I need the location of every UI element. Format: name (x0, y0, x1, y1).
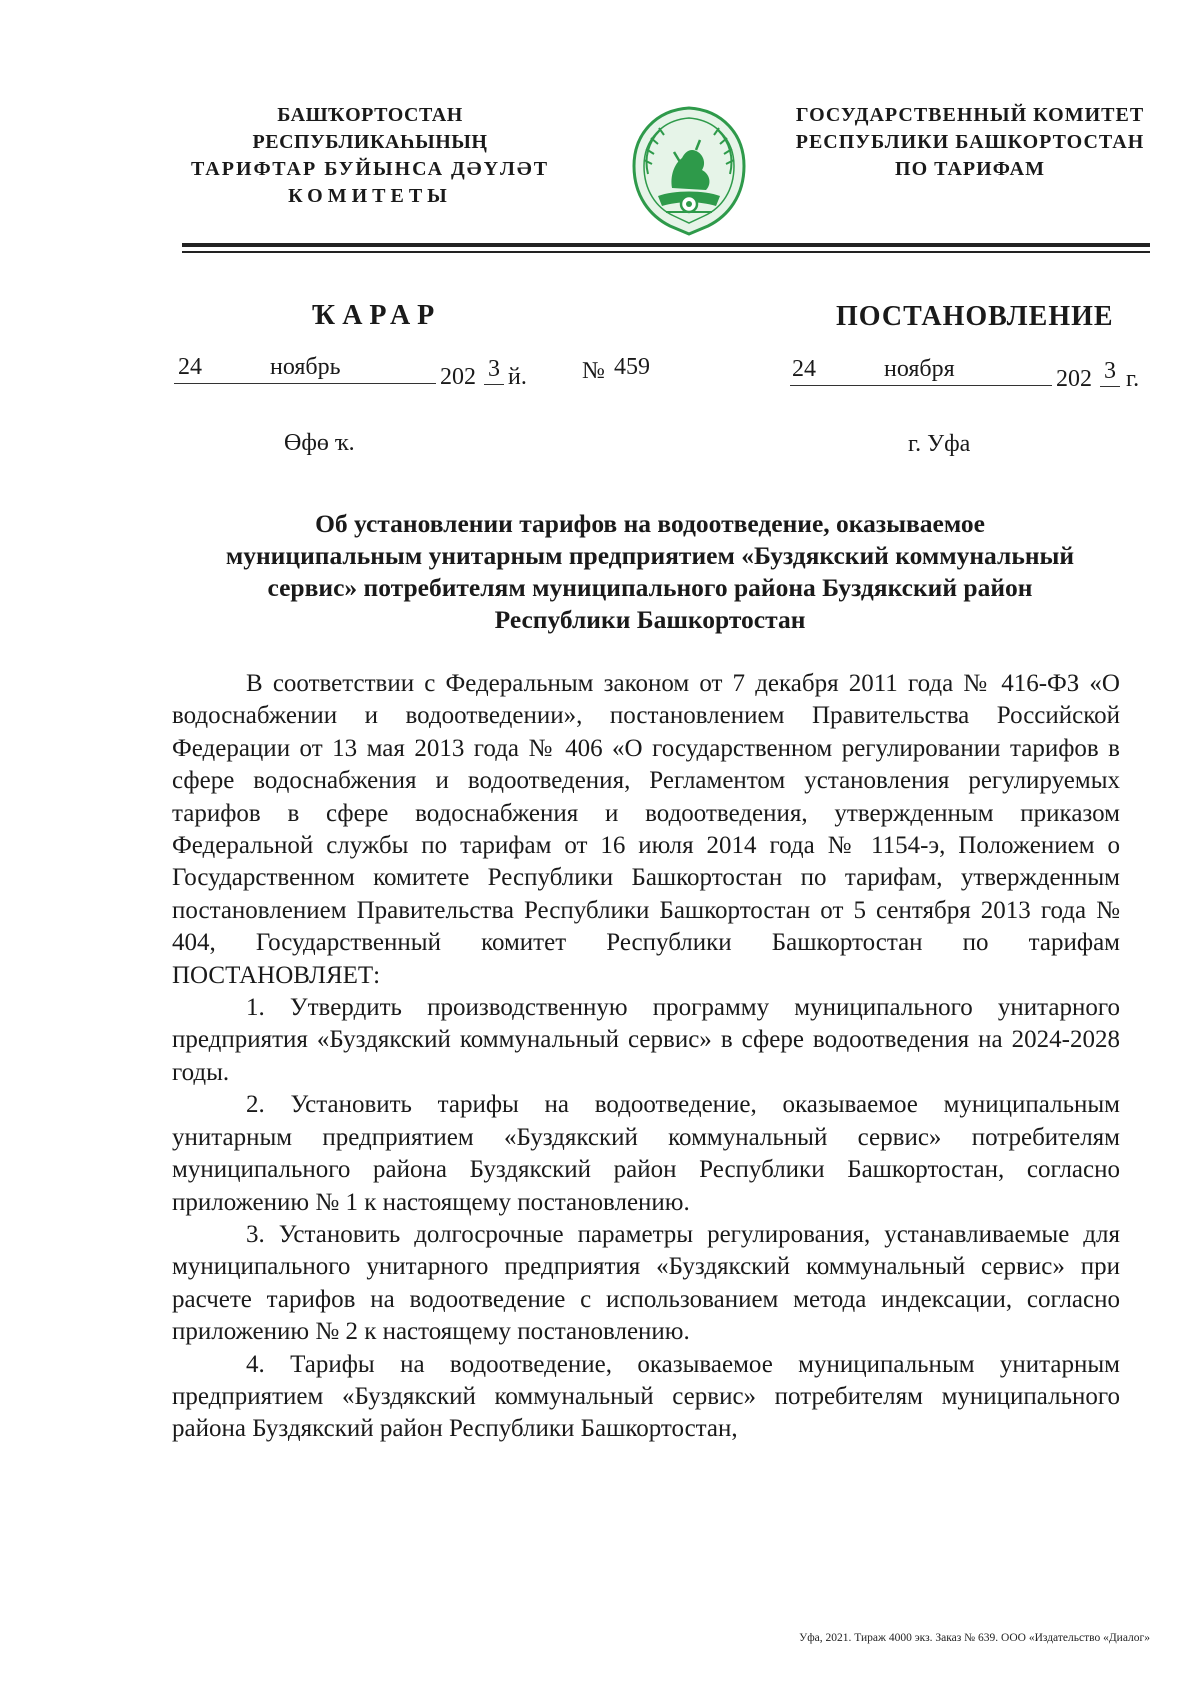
date-right-underline (790, 385, 1052, 386)
body-paragraph-item-1: 1. Утвердить производственную программу муниципального унитарного предприятия «Буздякский коммунальный сервис» в сфере водоотведения на 2024-2028 годы. (172, 994, 1120, 1086)
city-bashkir: Өфө ҡ. (284, 430, 355, 456)
header-left-org (160, 102, 580, 210)
date-left-year-prefix: 202 (440, 364, 476, 390)
document-title (170, 508, 1130, 636)
header-right-org (780, 102, 1160, 183)
date-left-year-underline (484, 384, 504, 385)
date-left-year-digit: 3 (488, 356, 500, 382)
header-right-line: РЕСПУБЛИКИ БАШКОРТОСТАН (795, 131, 1145, 153)
header-divider-thin (182, 251, 1150, 253)
header-divider-thick (182, 243, 1150, 247)
decree-number: 459 (614, 354, 650, 380)
doc-type-bashkir: ҠАРАР (312, 300, 442, 331)
date-left-month: ноябрь (270, 354, 341, 380)
title-line: муниципальным унитарным предприятием «Буздякский коммунальный (225, 541, 1075, 570)
body-paragraph-item-4: 4. Тарифы на водоотведение, оказываемое муниципальным унитарным предприятием «Буздякский коммунальный сервис» потребителям муниципального района Буздякский район Республики Башкортостан, (172, 1350, 1120, 1443)
date-left-day: 24 (178, 354, 202, 380)
doc-type-russian: ПОСТАНОВЛЕНИЕ (836, 301, 1114, 332)
body-paragraph-preamble: В соответствии с Федеральным законом от 7 декабря 2011 года № 416-ФЗ «О водоснабжении и водоотведении», постановлением Правительства Российской Федерации от 13 мая 2013 года № 406 «О государственном регулировании тарифов в сфере водоснабжения и водоотведения, Регламентом установления регулируемых тарифов в сфере водоснабжения и водоотведения, утвержденным приказом Федеральной службы по тарифам от 16 июля 2014 года № 1154-э, Положением о Государственном комитете Республики Башкортостан по тарифам, утвержденным постановлением Правительства Республики Башкортостан от 5 сентября 2013 года № 404, Государственный комитет Республики Башкортостан по тарифам ПОСТАНОВЛЯЕТ: (172, 670, 1120, 989)
header-right-line: ГОСУДАРСТВЕННЫЙ КОМИТЕТ (795, 104, 1145, 126)
date-left-suffix: й. (508, 364, 527, 390)
date-right-month: ноября (884, 356, 955, 382)
header-left-line: ТАРИФТАР БУЙЫНСА ДӘҮЛӘТ (190, 158, 550, 180)
title-line: Об установлении тарифов на водоотведение, оказываемое (315, 509, 985, 538)
date-right-suffix: г. (1126, 366, 1140, 392)
date-right-year-prefix: 202 (1056, 366, 1092, 392)
document-body (172, 668, 1120, 1446)
body-paragraph-item-3: 3. Установить долгосрочные параметры регулирования, устанавливаемые для муниципального унитарного предприятия «Буздякский коммунальный сервис» при расчете тарифов на водоотведение с использованием метода индексации, согласно приложению № 2 к настоящему постановлению. (172, 1220, 1120, 1346)
header-left-line: БАШҠОРТОСТАН РЕСПУБЛИКАҺЫНЫҢ (252, 104, 488, 153)
coat-of-arms-icon (626, 104, 752, 238)
date-right-day: 24 (792, 356, 816, 382)
title-line: сервис» потребителям муниципального района Буздякский район (267, 573, 1033, 602)
header-left-line: КОМИТЕТЫ (288, 185, 452, 207)
header-right-line: ПО ТАРИФАМ (895, 158, 1045, 180)
printer-imprint: Уфа, 2021. Тираж 4000 экз. Заказ № 639. ООО «Издательство «Диалог» (799, 1632, 1150, 1644)
date-left-underline (174, 383, 436, 384)
decree-number-label: № (582, 358, 605, 384)
date-right-year-underline (1100, 386, 1120, 387)
date-right-year-digit: 3 (1104, 358, 1116, 384)
title-line: Республики Башкортостан (494, 605, 806, 634)
city-russian: г. Уфа (908, 431, 971, 457)
body-paragraph-item-2: 2. Установить тарифы на водоотведение, оказываемое муниципальным унитарным предприятием «Буздякский коммунальный сервис» потребителям муниципального района Буздякский район Республики Башкортостан, согласно приложению № 1 к настоящему постановлению. (172, 1091, 1120, 1216)
